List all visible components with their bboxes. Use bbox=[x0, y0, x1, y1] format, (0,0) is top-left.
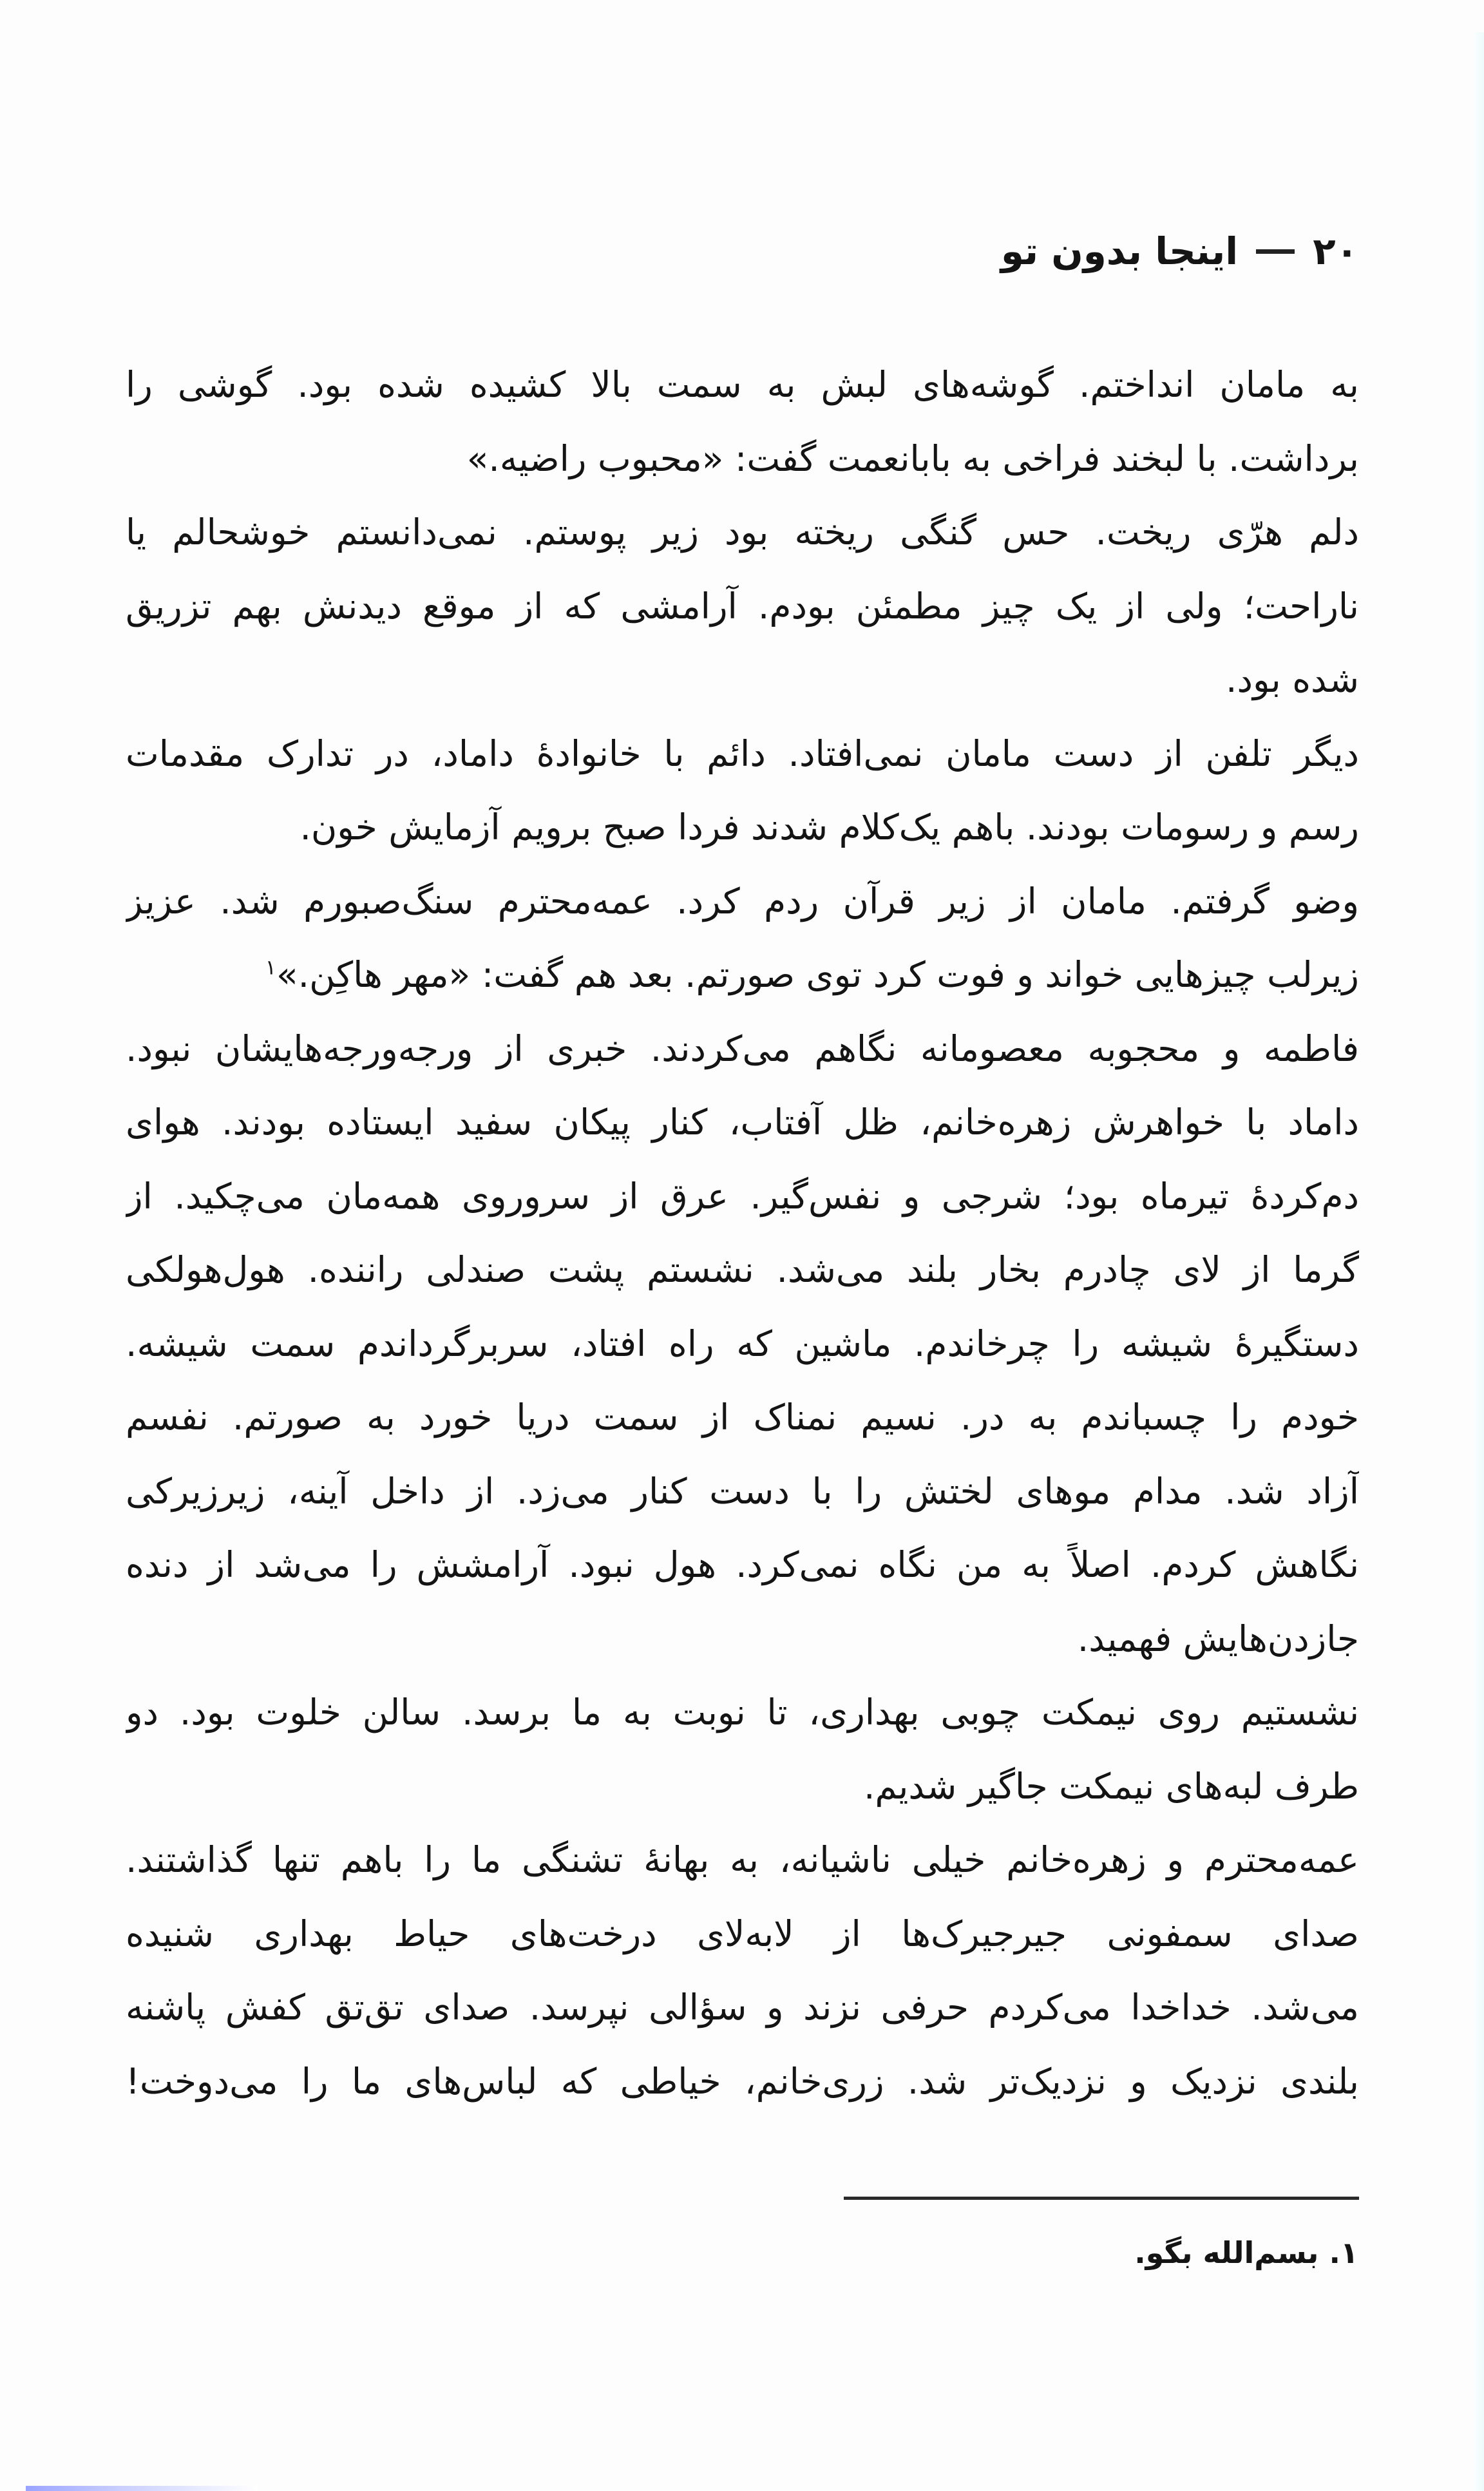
text-line-content: نگاهش کردم. اصلاً به من نگاه نمی‌کرد. هول نبود. آرامشش را می‌شد از دنده bbox=[126, 1544, 1359, 1585]
text-line bbox=[126, 1602, 1359, 1676]
text-line-content: دلم هرّی ریخت. حس گنگی ریخته بود زیر پوستم. نمی‌دانستم خوشحالم یا bbox=[126, 511, 1359, 553]
text-line bbox=[126, 1160, 1359, 1234]
text-line-content: طرف لبه‌های نیمکت جاگیر شدیم. bbox=[863, 1765, 1359, 1807]
text-line-content: شده بود. bbox=[1226, 659, 1359, 700]
text-line-content: وضو گرفتم. مامان از زیر قرآن ردم کرد. عمه‌محترم سنگ‌صبورم شد. عزیز bbox=[126, 880, 1359, 922]
text-line bbox=[126, 864, 1359, 939]
text-line bbox=[126, 1971, 1359, 2045]
text-line-content: برداشت. با لبخند فراخی به بابانعمت گفت: «محبوب راضیه.» bbox=[466, 437, 1359, 479]
text-line-content: نشستیم روی نیمکت چوبی بهداری، تا نوبت به ما برسد. سالن خلوت بود. دو bbox=[126, 1692, 1359, 1733]
text-line-content: رسم و رسومات بودند. باهم یک‌کلام شدند فردا صبح برویم آزمایش خون. bbox=[300, 806, 1359, 848]
text-line-content: صدای سمفونی جیرجیرک‌ها از لابه‌لای درخت‌های حیاط بهداری شنیده bbox=[126, 1913, 1359, 1954]
text-line bbox=[126, 1897, 1359, 1971]
footnote-separator bbox=[844, 2197, 1359, 2200]
text-line-content: بلندی نزدیک و نزدیک‌تر شد. زری‌خانم، خیاطی که لباس‌های ما را می‌دوخت! bbox=[126, 2060, 1359, 2102]
text-line bbox=[126, 1085, 1359, 1160]
footnote-reference: ۱ bbox=[265, 955, 276, 980]
text-line bbox=[126, 1380, 1359, 1455]
text-line bbox=[126, 643, 1359, 717]
text-line bbox=[126, 1233, 1359, 1307]
text-line bbox=[126, 1307, 1359, 1381]
text-line bbox=[126, 790, 1359, 864]
text-line-content: عمه‌محترم و زهره‌خانم خیلی ناشیانه، به بهانهٔ تشنگی ما را باهم تنها گذاشتند. bbox=[126, 1839, 1359, 1880]
page-number: ۲۰ bbox=[1313, 229, 1358, 273]
text-line-content: داماد با خواهرش زهره‌خانم، ظل آفتاب، کنار پیکان سفید ایستاده بودند. هوای bbox=[126, 1102, 1359, 1143]
text-line bbox=[126, 938, 1359, 1012]
text-line bbox=[126, 1012, 1359, 1086]
text-line bbox=[126, 569, 1359, 644]
page-edge bbox=[1474, 32, 1484, 2491]
text-line bbox=[126, 1675, 1359, 1750]
text-line-content: به مامان انداختم. گوشه‌های لبش به سمت بالا کشیده شده بود. گوشی را bbox=[126, 364, 1359, 405]
scan-edge-mark bbox=[26, 2486, 258, 2491]
text-line-content: زیرلب چیزهایی خواند و فوت کرد توی صورتم. بعد هم گفت: «مهر هاکِن.» bbox=[276, 954, 1359, 995]
footnote: ۱. بسم‌الله بگو. bbox=[1134, 2235, 1358, 2270]
body-text bbox=[126, 348, 1359, 2118]
text-line bbox=[126, 422, 1359, 496]
header-dash bbox=[1256, 249, 1295, 254]
book-title: اینجا بدون تو bbox=[1000, 229, 1239, 273]
text-line-content: گرما از لای چادرم بخار بلند می‌شد. نشستم پشت صندلی راننده. هول‌هولکی bbox=[126, 1249, 1359, 1290]
text-line-content: دیگر تلفن از دست مامان نمی‌افتاد. دائم با خانوادهٔ داماد، در تدارک مقدمات bbox=[126, 732, 1359, 774]
text-line bbox=[126, 1528, 1359, 1602]
text-line bbox=[126, 717, 1359, 791]
text-line-content: دم‌کردهٔ تیرماه بود؛ شرجی و نفس‌گیر. عرق از سروروی همه‌مان می‌چکید. از bbox=[126, 1175, 1359, 1217]
text-line-content: فاطمه و محجوبه معصومانه نگاهم می‌کردند. خبری از ورجه‌ورجه‌هایشان نبود. bbox=[126, 1027, 1359, 1069]
text-line bbox=[126, 2045, 1359, 2119]
text-line-content: دستگیرهٔ شیشه را چرخاندم. ماشین که راه افتاد، سربرگرداندم سمت شیشه. bbox=[126, 1322, 1359, 1364]
text-line bbox=[126, 1750, 1359, 1824]
text-line-content: ناراحت؛ ولی از یک چیز مطمئن بودم. آرامشی که از موقع دیدنش بهم تزریق bbox=[126, 585, 1359, 627]
text-line bbox=[126, 495, 1359, 569]
text-line-content: آزاد شد. مدام موهای لختش را با دست کنار می‌زد. از داخل آینه، زیرزیرکی bbox=[126, 1470, 1359, 1512]
text-line bbox=[126, 1823, 1359, 1897]
text-line bbox=[126, 1455, 1359, 1529]
text-line-content: می‌شد. خداخدا می‌کردم حرفی نزند و سؤالی نپرسد. صدای تق‌تق کفش پاشنه bbox=[126, 1987, 1359, 2028]
text-line-content: جازدن‌هایش فهمید. bbox=[1077, 1618, 1359, 1659]
text-line bbox=[126, 348, 1359, 422]
running-header bbox=[1001, 213, 1358, 290]
text-line-content: خودم را چسباندم به در. نسیم نمناک از سمت دریا خورد به صورتم. نفسم bbox=[126, 1397, 1359, 1438]
